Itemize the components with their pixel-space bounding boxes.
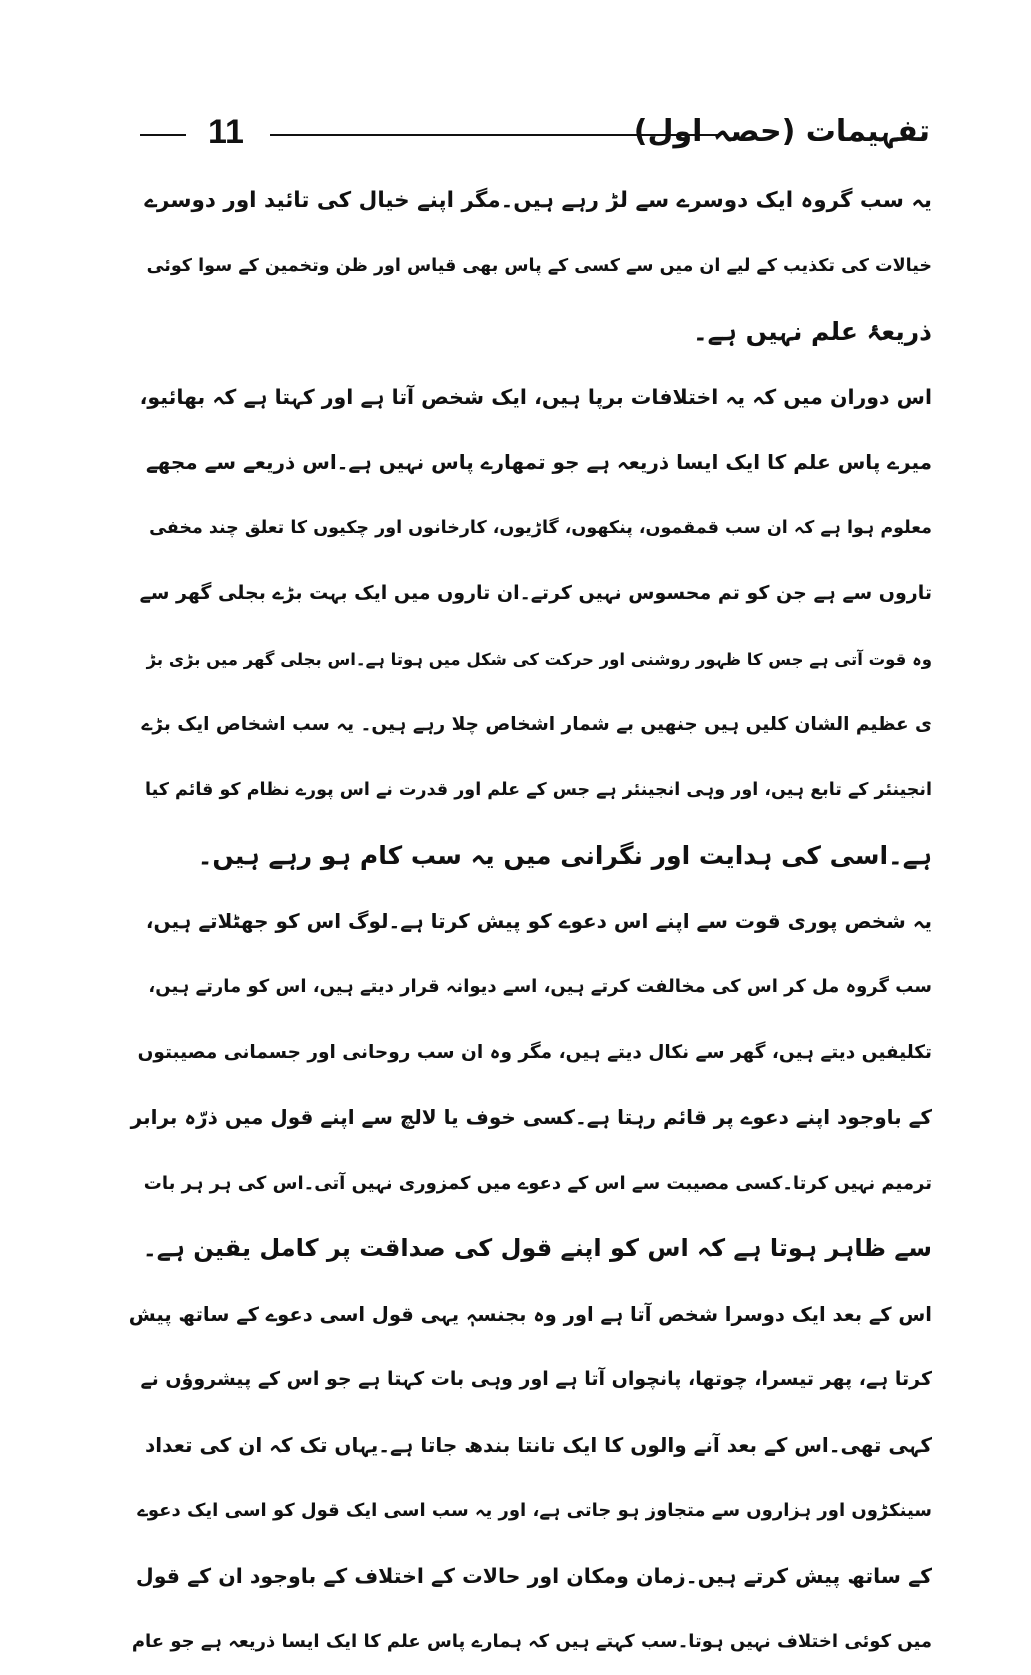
running-title: تفہیمات (حصہ اول) bbox=[633, 114, 930, 149]
page-header bbox=[140, 110, 930, 154]
text-line: ی عظیم الشان کلیں ہیں جنھیں بے شمار اشخاص چلا رہے ہیں۔ یہ سب اشخاص ایک بڑے bbox=[141, 714, 932, 735]
text-line: تاروں سے ہے جن کو تم محسوس نہیں کرتے۔ان تاروں میں ایک بہت بڑے بجلی گھر سے bbox=[139, 582, 932, 604]
text-line: ہے۔اسی کی ہدایت اور نگرانی میں یہ سب کام ہو رہے ہیں۔ bbox=[197, 841, 932, 870]
text-line: کے باوجود اپنے دعوے پر قائم رہتا ہے۔کسی خوف یا لالچ سے اپنے قول میں ذرّہ برابر bbox=[130, 1105, 932, 1129]
text-line: ترمیم نہیں کرتا۔کسی مصیبت سے اس کے دعوے میں کمزوری نہیں آتی۔اس کی ہر ہر بات bbox=[143, 1172, 932, 1194]
text-line: سے ظاہر ہوتا ہے کہ اس کو اپنے قول کی صداقت پر کامل یقین ہے۔ bbox=[142, 1234, 932, 1262]
text-line: تکلیفیں دیتے ہیں، گھر سے نکال دیتے ہیں، مگر وہ ان سب روحانی اور جسمانی مصیبتوں bbox=[137, 1041, 932, 1063]
text-line: کہی تھی۔اس کے بعد آنے والوں کا ایک تانتا بندھ جاتا ہے۔یہاں تک کہ ان کی تعداد bbox=[145, 1432, 932, 1457]
text-line: سینکڑوں اور ہزاروں سے متجاوز ہو جاتی ہے، اور یہ سب اسی ایک قول کو اسی ایک دعوے bbox=[137, 1500, 932, 1521]
text-line: میرے پاس علم کا ایک ایسا ذریعہ ہے جو تمھارے پاس نہیں ہے۔اس ذریعے سے مجھے bbox=[145, 450, 932, 474]
text-line: ذریعۂ علم نہیں ہے۔ bbox=[692, 317, 932, 346]
text-line: معلوم ہوا ہے کہ ان سب قمقموں، پنکھوں، گاڑیوں، کارخانوں اور چکیوں کا تعلق چند مخفی bbox=[149, 517, 932, 538]
header-rule-left bbox=[140, 134, 186, 136]
text-line: یہ سب گروہ ایک دوسرے سے لڑ رہے ہیں۔مگر اپنے خیال کی تائید اور دوسرے bbox=[144, 188, 932, 213]
text-line: سب گروہ مل کر اس کی مخالفت کرتے ہیں، اسے دیوانہ قرار دیتے ہیں، اس کو مارتے ہیں، bbox=[148, 976, 932, 997]
text-line: انجینئر کے تابع ہیں، اور وہی انجینئر ہے جس کے علم اور قدرت نے اس پورے نظام کو قائم کیا bbox=[145, 779, 932, 800]
page-number: 11 bbox=[208, 113, 244, 151]
text-line: کرتا ہے، پھر تیسرا، چوتھا، پانچواں آتا ہے اور وہی بات کہتا ہے جو اس کے پیشروؤں نے bbox=[140, 1368, 932, 1390]
text-line: خیالات کی تکذیب کے لیے ان میں سے کسی کے پاس بھی قیاس اور ظن وتخمین کے سوا کوئی bbox=[146, 255, 932, 276]
text-line: کے ساتھ پیش کرتے ہیں۔زمان ومکان اور حالات کے اختلاف کے باوجود ان کے قول bbox=[135, 1563, 932, 1588]
text-line: اس کے بعد ایک دوسرا شخص آتا ہے اور وہ بجنسہٖ یہی قول اسی دعوے کے ساتھ پیش bbox=[128, 1302, 932, 1326]
text-line: اس دوران میں کہ یہ اختلافات برپا ہیں، ایک شخص آتا ہے اور کہتا ہے کہ بھائیو، bbox=[139, 384, 932, 409]
text-line: یہ شخص پوری قوت سے اپنے اس دعوے کو پیش کرتا ہے۔لوگ اس کو جھٹلاتے ہیں، bbox=[145, 908, 932, 933]
text-line: وہ قوت آتی ہے جس کا ظہور روشنی اور حرکت کی شکل میں ہوتا ہے۔اس بجلی گھر میں بڑی بڑ bbox=[146, 649, 932, 669]
body-text bbox=[128, 168, 932, 1675]
text-line: میں کوئی اختلاف نہیں ہوتا۔سب کہتے ہیں کہ ہمارے پاس علم کا ایک ایسا ذریعہ ہے جو عام bbox=[131, 1631, 932, 1652]
